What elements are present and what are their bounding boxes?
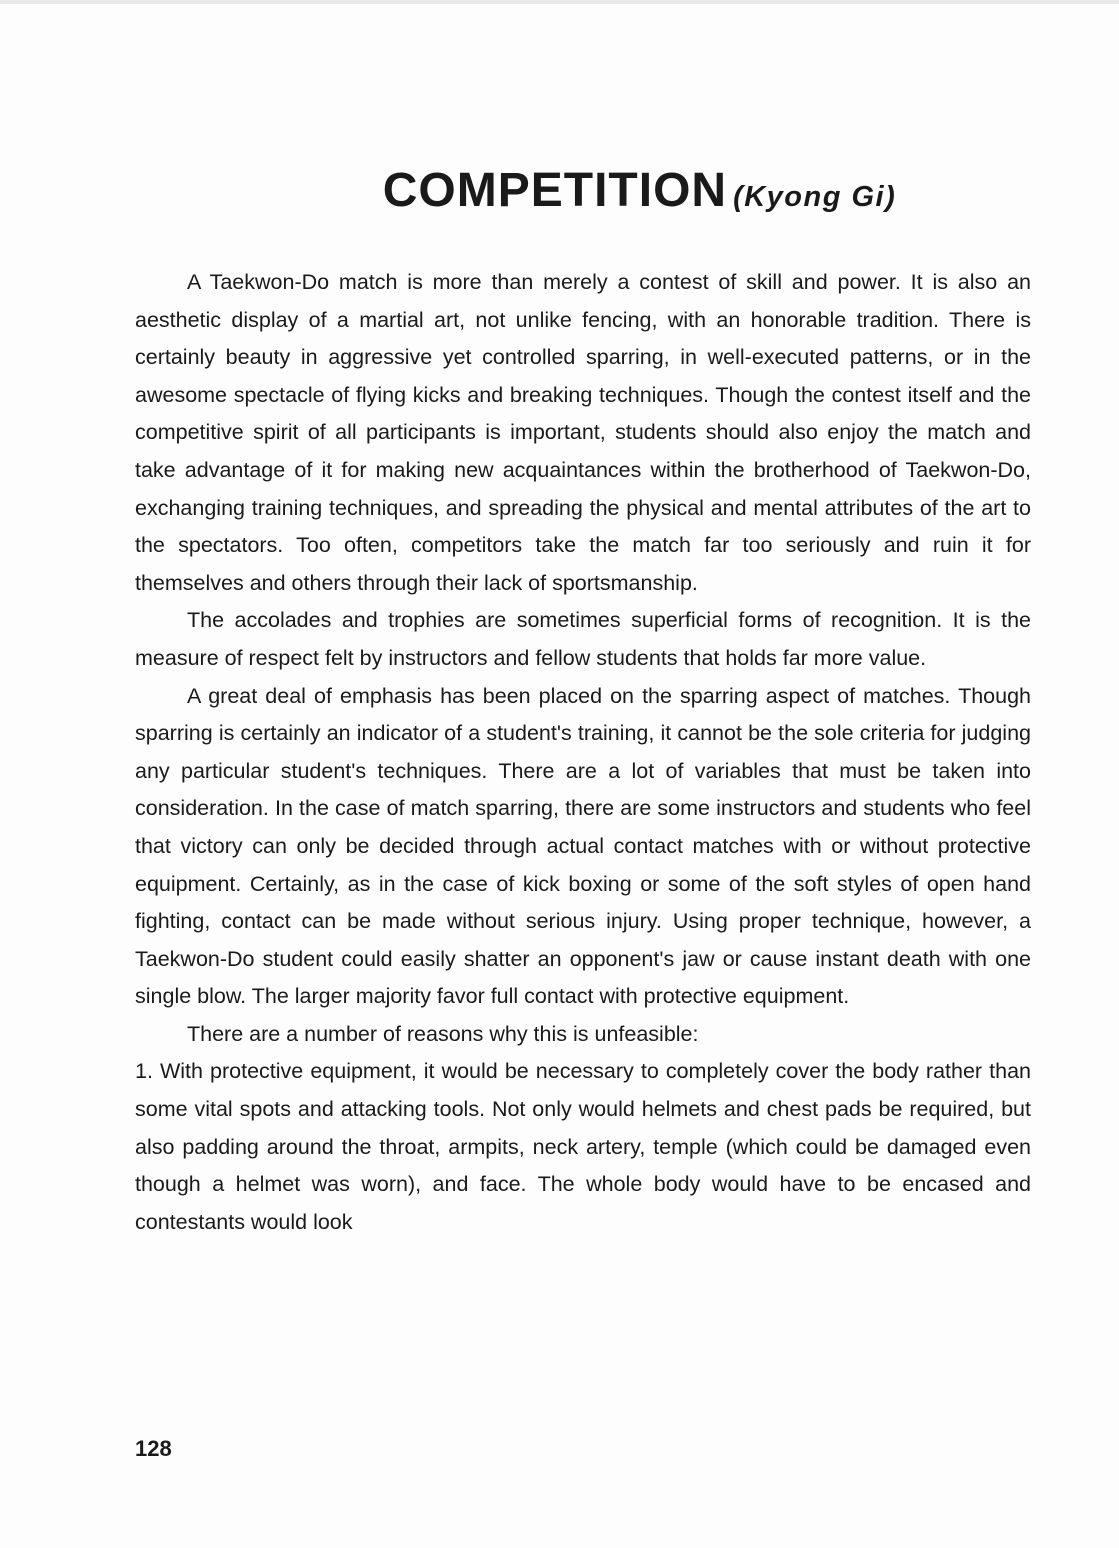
page-number: 128: [135, 1436, 172, 1461]
paragraph: A great deal of emphasis has been placed on the sparring aspect of matches. Though sparring is certainly an indicator of a student's training, it cannot be the sole criteria for judging any particular student's techniques. There are a lot of variables that must be taken into consideration. In the case of match sparring, there are some instructors and students who feel that victory can only be decided through actual contact matches with or without protective equipment. Certainly, as in the case of kick boxing or some of the soft styles of open hand fighting, contact can be made without serious injury. Using proper technique, however, a Taekwon-Do student could easily shatter an opponent's jaw or cause instant death with one single blow. The larger majority favor full contact with protective equipment.: [135, 683, 1031, 1009]
paragraph: A Taekwon-Do match is more than merely a contest of skill and power. It is also an aesthetic display of a martial art, not unlike fencing, with an honorable tradition. There is certainly beauty in aggressive yet controlled sparring, in well-executed patterns, or in the awesome spectacle of flying kicks and breaking techniques. Though the contest itself and the competitive spirit of all participants is important, students should also enjoy the match and take advantage of it for making new acquaintances within the brotherhood of Taekwon-Do, exchanging training techniques, and spreading the physical and mental attributes of the art to the spectators. Too often, competitors take the match far too seriously and ruin it for themselves and others through their lack of sportsmanship.: [135, 270, 1031, 595]
chapter-title-main: COMPETITION: [382, 164, 728, 217]
chapter-title: [0, 163, 1119, 218]
numbered-list-item: 1. With protective equipment, it would be necessary to completely cover the body rather than some vital spots and attacking tools. Not only would helmets and chest pads be required, but also padding around the throat, armpits, neck artery, temple (which could be damaged even though a helmet was worn), and face. The whole body would have to be encased and contestants would look: [135, 1059, 1031, 1234]
chapter-title-subtitle: (Kyong Gi): [733, 181, 897, 213]
paragraph: There are a number of reasons why this is unfeasible:: [187, 1021, 699, 1046]
page-top-edge: [0, 0, 1119, 4]
body-text: [135, 264, 1031, 1241]
paragraph: The accolades and trophies are sometimes superficial forms of recognition. It is the measure of respect felt by instructors and fellow students that holds far more value.: [135, 608, 1031, 670]
